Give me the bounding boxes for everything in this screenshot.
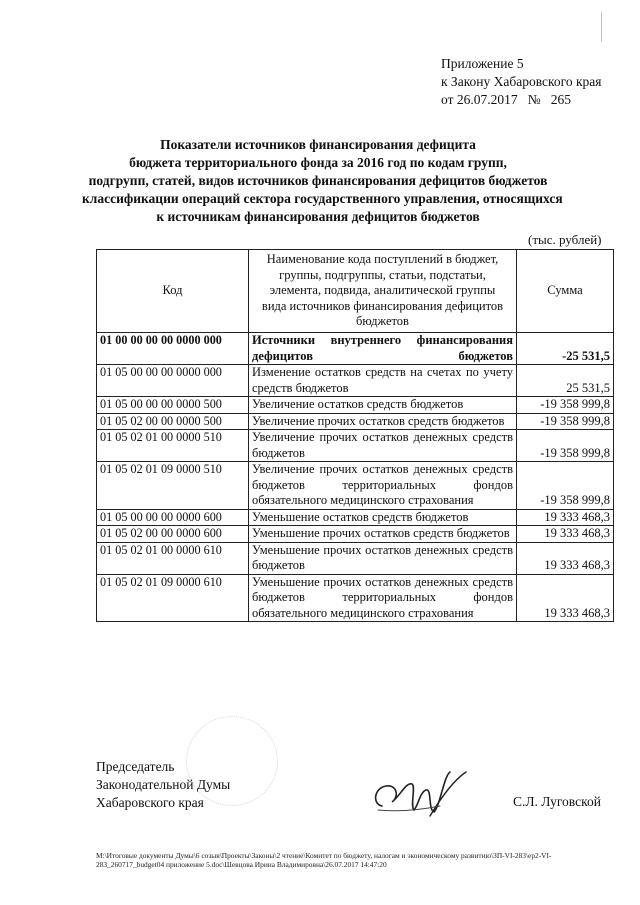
- handwritten-signature: [370, 766, 480, 826]
- row-sum: 19 333 468,3: [517, 542, 614, 574]
- document-title: [82, 136, 563, 226]
- financing-sources-table: [96, 249, 614, 622]
- row-sum: 19 333 468,3: [517, 526, 614, 543]
- row-name: Увеличение остатков средств бюджетов: [249, 397, 517, 414]
- row-sum: -19 358 999,8: [517, 430, 614, 462]
- appendix-date-number: от 26.07.2017 № 265: [441, 92, 571, 107]
- row-code: 01 05 00 00 00 0000 000: [97, 365, 249, 397]
- signer-position-line-2: Законодательной Думы: [96, 777, 231, 792]
- signer-name: С.Л. Луговской: [513, 794, 601, 809]
- row-code: 01 05 02 00 00 0000 600: [97, 526, 249, 543]
- row-sum: -19 358 999,8: [517, 413, 614, 430]
- row-name: Увеличение прочих остатков средств бюджетов: [249, 413, 517, 430]
- row-name: Уменьшение прочих остатков денежных средств бюджетов территориальных фондов обязательного медицинского страхования: [249, 574, 517, 622]
- table-row: [97, 397, 614, 414]
- signer-position-line-3: Хабаровского края: [96, 795, 204, 810]
- row-sum: -25 531,5: [517, 333, 614, 365]
- row-name: Уменьшение прочих остатков денежных средств бюджетов: [249, 542, 517, 574]
- title-line-2: бюджета территориального фонда за 2016 год по кодам групп,: [129, 155, 507, 170]
- table-row: [97, 413, 614, 430]
- row-code: 01 05 00 00 00 0000 500: [97, 397, 249, 414]
- header-name: Наименование кода поступлений в бюджет, группы, подгруппы, статьи, подстатьи, элемента, подвида, аналитической группы вида источников финансирования дефицитов бюджетов: [249, 250, 517, 333]
- table-row: [97, 333, 614, 365]
- header-code: Код: [97, 250, 249, 333]
- row-sum: -19 358 999,8: [517, 462, 614, 510]
- title-line-4: классификации операций сектора государственного управления, относящихся: [82, 191, 563, 206]
- table-row: [97, 509, 614, 526]
- table-row: [97, 542, 614, 574]
- file-path-footer: M:\Итоговые документы Думы\6 созыв\Проекты\Законы\2 чтение\Комитет по бюджету, налогам и экономическому развитию\ЗП-VI-283\ep2-VI-283_260717_budget04 приложение 5.doc\Шевцова Ирина Владимировна\26.07.2017 14:47:20: [96, 851, 552, 869]
- signature-block: [96, 758, 230, 812]
- row-name: Уменьшение прочих остатков средств бюджетов: [249, 526, 517, 543]
- scan-edge-mark: [601, 12, 606, 42]
- row-sum: -19 358 999,8: [517, 397, 614, 414]
- row-code: 01 00 00 00 00 0000 000: [97, 333, 249, 365]
- row-code: 01 05 02 01 00 0000 510: [97, 430, 249, 462]
- title-line-5: к источникам финансирования дефицитов бюджетов: [156, 209, 480, 224]
- title-line-1: Показатели источников финансирования дефицита: [160, 137, 476, 152]
- table-row: [97, 462, 614, 510]
- row-sum: 25 531,5: [517, 365, 614, 397]
- table-row: [97, 574, 614, 622]
- row-name: Изменение остатков средств на счетах по учету средств бюджетов: [249, 365, 517, 397]
- title-line-3: подгрупп, статей, видов источников финансирования дефицитов бюджетов: [88, 173, 548, 188]
- row-code: 01 05 02 00 00 0000 500: [97, 413, 249, 430]
- row-code: 01 05 02 01 00 0000 610: [97, 542, 249, 574]
- row-code: 01 05 02 01 09 0000 510: [97, 462, 249, 510]
- appendix-number: Приложение 5: [441, 56, 524, 71]
- table-row: [97, 365, 614, 397]
- signer-position-line-1: Председатель: [96, 759, 175, 774]
- row-sum: 19 333 468,3: [517, 574, 614, 622]
- row-name: Уменьшение остатков средств бюджетов: [249, 509, 517, 526]
- appendix-law-ref: к Закону Хабаровского края: [441, 74, 602, 89]
- header-sum: Сумма: [517, 250, 614, 333]
- row-name: Источники внутреннего финансирования дефицитов бюджетов: [249, 333, 517, 365]
- row-sum: 19 333 468,3: [517, 509, 614, 526]
- table-row: [97, 430, 614, 462]
- row-name: Увеличение прочих остатков денежных средств бюджетов: [249, 430, 517, 462]
- appendix-heading: [441, 55, 602, 109]
- table-row: [97, 526, 614, 543]
- row-name: Увеличение прочих остатков денежных средств бюджетов территориальных фондов обязательного медицинского страхования: [249, 462, 517, 510]
- row-code: 01 05 02 01 09 0000 610: [97, 574, 249, 622]
- units-note: (тыс. рублей): [528, 232, 602, 247]
- row-code: 01 05 00 00 00 0000 600: [97, 509, 249, 526]
- table-header-row: [97, 250, 614, 333]
